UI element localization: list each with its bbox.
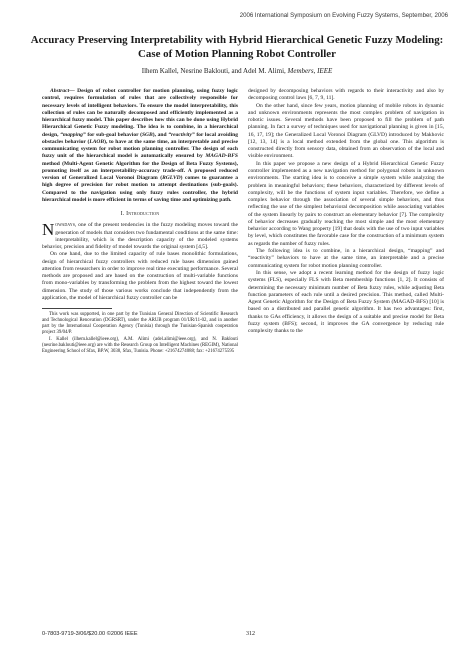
footnote-affiliation: I. Kallel (ilhem.kallel@ieee.org), A.M. Alimi (adel.alimi@ieee.org), and N. Baklouti (nesrine.baklouti@ieee.org) are with the Research Group on Intelligent Machines (REGIM), National Engineering School of Sfax, BP.W, 3038, Sfax, Tunisia. Phone: +21674274088; fax: +21674275595 (42, 336, 238, 354)
body-paragraph-2: On the other hand, since few years, motion planning of mobile robots in dynamic and unknown environments represents the most complex problem of navigation in robotic issues. Several methods have been proposed to fill the problem of path planning. In fact a survey of techniques used for navigational planning is given in [15, 16, 17, 19]; the Generalized Local Voronoi Diagram (GLVD) introduced by Makhovic [12, 13, 14] is a local method extended from the global one. This algorithm is constructed directly from sensory data, obtained from an observation of the local and visible environment. (248, 102, 444, 160)
abstract: Abstract— Design of robot controller for motion planning, using fuzzy logic control, requires formulation of rules that are collectively responsible for necessary levels of intelligent behaviors. To ensure the model interpretability, this collection of rules can be naturally decomposed and efficiently implemented as a hierarchical fuzzy model. This paper describes how this can be done using Hybrid Hierarchical Genetic Fuzzy modeling. The idea is to combine, in a hierarchical design, “mapping” for sub-goal behavior (SGB), and “reactivity” for local avoiding obstacles behavior (LAOB), to have at the same time, an interpretable and precise communicating system for robot motion planning controller. The design of each fuzzy unit of the hierarchical model is automatically ensured by MAGAD-BFS method (Multi-Agent Genetic Algorithm for the Design of Beta Fuzzy Systems), promoting itself as an interpretability-accuracy trade-off. A proposed reduced version of Generalized Local Voronoi Diagram (RGLVD) comes to guarantee a high degree of precision for robot motion to attempt destinations (sub-goals). Compared to the navigation using only fuzzy rules controller, the hybrid hierarchical model is more efficient in terms of saving time and optimizing path. (42, 88, 238, 203)
intro-paragraph-2: On one hand, due to the limited capacity of rule bases monolithic formulations, design of hierarchical fuzzy controllers with reduced rule bases dimension gained attention from researchers in order to improve real time executing performance. Several methods are proposed and are based on the construction of multi-variable functions from mono-variables by transforming the problem from the highest toward the lowest dimension. The study of those various works conclude that independently from the application, the model of hierarchical fuzzy controller can be (42, 251, 238, 301)
abstract-label: Abstract (50, 88, 70, 94)
intro-paragraph-1: Nowadays, one of the present tendencies in the fuzzy modeling moves toward the generation of models that considers two fundamental conditions at the same time: interpretability, which is the description capacity of the modeled systems behavior, precision and fidelity of model towards the original system [4,5]. (42, 220, 238, 250)
paper-title: Accuracy Preserving Interpretability with Hybrid Hierarchical Genetic Fuzzy Modeling: Case of Motion Planning Robot Controller (30, 34, 444, 61)
drop-cap: N (42, 220, 55, 240)
body-paragraph-4: The following idea is to combine, in a hierarchical design, “mapping” and “reactivity” behaviors to have at the same time, an interpretable and a precise communicating system for robot motion planning controller. (248, 248, 444, 269)
footnote-divider (42, 308, 112, 309)
right-column (248, 88, 444, 335)
page-number: 312 (246, 631, 255, 637)
footnote (42, 312, 238, 355)
copyright-line: 0-7803-9719-3/06/$20.00 ©2006 IEEE (42, 631, 138, 637)
body-paragraph-3: In this paper we propose a new design of a Hybrid Hierarchical Genetic Fuzzy controller implemented as a new navigation method for polygonal robots in unknown environments. The starting idea is to conceive a simple system while analyzing the problem in meaningful behaviors; these behaviors, characterized by different levels of complexity, will be the functions of system input variables. Therefore, we define a complex behavior through the association of several simple behaviors, and thus reflecting the use of the simplest behavioral decomposition while associating variables of the system linearly by pairs to construct an elementary behavior [7]. The complexity of behavior decreases gradually reaching the most simple and the most elementary behavior according to Wang property [19] that deals with the use of two input variables by level, which constitutes the favorable case for the construction of a minimum system as regards the number of fuzzy rules. (248, 160, 444, 247)
conference-header: 2006 International Symposium on Evolving Fuzzy Systems, September, 2006 (239, 12, 448, 19)
left-column (42, 88, 238, 355)
footnote-funding: This work was supported, in one part by the Tunisian General Direction of Scientific Research and Technological Renovation (DGRSRT), under the ARUB program 01/UR/11-02, and in another part by the International Cooperation Agency (Tunisia) through the Tunisian-Spanish cooperation project 39/04/P. (42, 312, 238, 336)
author-membership: Members, IEEE (287, 67, 333, 75)
author-names: Ilhem Kallel, Nesrine Baklouti, and Adel M. Alimi, (141, 67, 288, 75)
body-paragraph-5: In this sense, we adopt a recent learning method for the design of fuzzy logic systems (FLS), especially FLS with Beta membership functions [1, 2]. It consists of determining the necessary minimum number of Beta fuzzy rules, while adjusting Beta function parameters of each rule until a desired precision. This method, called Multi-Agent Genetic Algorithm for the Design of Beta Fuzzy System (MAGAD-BFS) [10] is based on a distributed and parallel genetic algorithm. It has two advantages: first, thanks to GAs efficiency, it allows the design of a suitable and precise model for Beta fuzzy system (BFS); second, it improves the GA convergence by reducing rule complexity thanks to the (248, 270, 444, 334)
section-heading-introduction: I. Introduction (120, 211, 160, 217)
body-paragraph-1: designed by decomposing behaviors with regards to their interactivity and also by decomposing control laws [6, 7, 9, 11]. (248, 88, 444, 102)
author-line (20, 67, 454, 75)
